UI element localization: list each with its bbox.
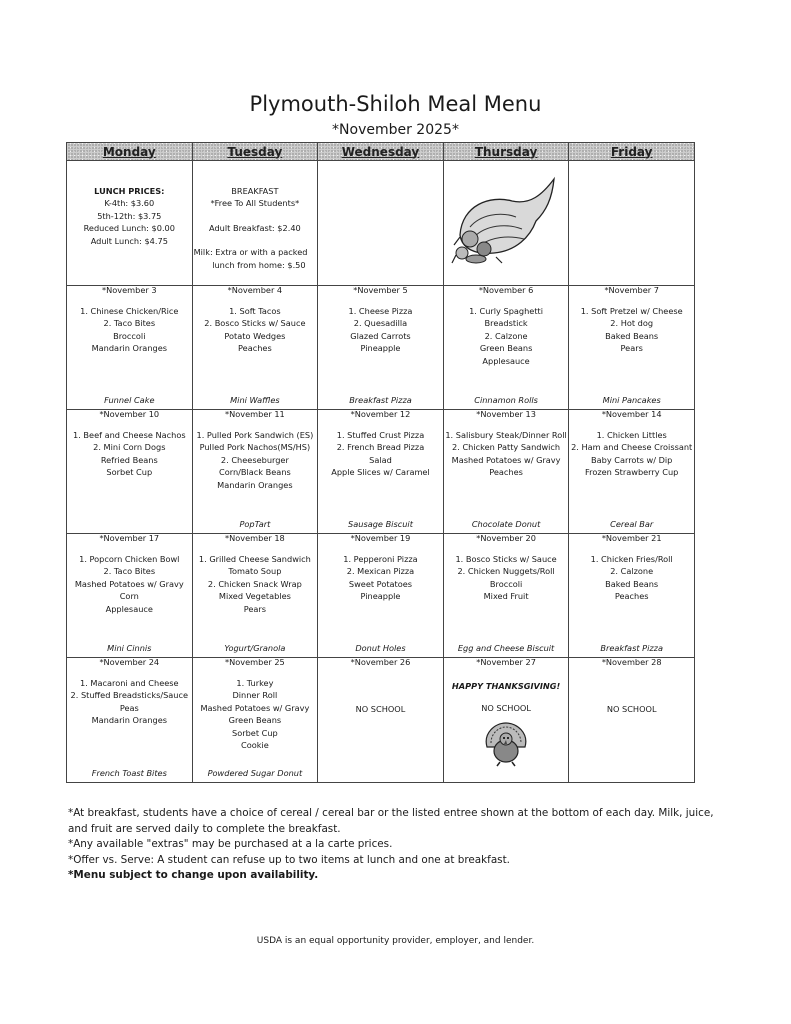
menu-item: 2. Mexican Pizza — [346, 566, 415, 577]
menu-item: Peaches — [238, 343, 272, 354]
menu-item: Frozen Strawberry Cup — [585, 467, 679, 478]
breakfast-entree: Mini Cinnis — [107, 642, 152, 653]
breakfast-entree: Powdered Sugar Donut — [207, 767, 303, 778]
day-cell — [318, 410, 444, 534]
menu-item: Peaches — [614, 591, 649, 602]
menu-item: Pears — [620, 343, 643, 354]
price-line: Adult Lunch: $4.75 — [90, 235, 168, 246]
usda-statement: USDA is an equal opportunity provider, employer, and lender. — [256, 936, 535, 946]
week-row — [67, 410, 695, 534]
menu-item: 1. Salisbury Steak/Dinner Roll — [445, 430, 567, 440]
menu-item: Mandarin Oranges — [217, 479, 293, 490]
day-date: *November 20 — [476, 533, 536, 543]
day-date: *November 7 — [604, 285, 659, 295]
footnotes — [68, 806, 718, 884]
menu-item: Mashed Potatoes w/ Gravy — [74, 578, 184, 589]
menu-item: Broccoli — [113, 330, 146, 341]
menu-item: 1. Bosco Sticks w/ Sauce — [455, 554, 557, 564]
day-cell — [192, 658, 318, 783]
day-cell — [192, 286, 318, 410]
menu-item: Glazed Carrots — [350, 330, 411, 341]
breakfast-entree: Funnel Cake — [104, 394, 155, 405]
day-cell — [318, 658, 444, 783]
breakfast-entree: Cereal Bar — [610, 518, 654, 529]
menu-item: 2. Chicken Snack Wrap — [207, 578, 302, 589]
month-subtitle: *November 2025* — [332, 122, 459, 138]
menu-item: Corn — [119, 591, 139, 602]
day-date: *November 10 — [99, 409, 160, 419]
day-date: *November 25 — [225, 657, 285, 667]
menu-item: Pulled Pork Nachos(MS/HS) — [199, 442, 311, 453]
day-date: *November 6 — [478, 285, 534, 295]
cornucopia-illustration — [450, 175, 562, 267]
day-date: *November 26 — [350, 657, 411, 667]
menu-item: Baked Beans — [605, 578, 659, 589]
day-header-friday: Friday — [569, 143, 695, 161]
menu-item: Mashed Potatoes w/ Gravy — [200, 702, 310, 713]
holiday-label: HAPPY THANKSGIVING! — [451, 681, 561, 691]
menu-item: 1. Soft Pretzel w/ Cheese — [580, 306, 683, 316]
menu-item: Refried Beans — [100, 454, 158, 465]
page-title: Plymouth-Shiloh Meal Menu — [249, 92, 542, 116]
menu-item: 1. Chicken Littles — [596, 430, 667, 440]
price-line: K-4th: $3.60 — [104, 198, 155, 209]
menu-item: 1. Cheese Pizza — [348, 306, 413, 316]
breakfast-entree: Egg and Cheese Biscuit — [457, 642, 555, 653]
milk-price-line-1: Milk: Extra or with a packed — [193, 247, 308, 258]
menu-item: 2. Stuffed Breadsticks/Sauce — [70, 690, 189, 701]
day-cell — [192, 534, 318, 658]
menu-item: 2. Bosco Sticks w/ Sauce — [204, 318, 306, 329]
day-cell — [569, 534, 695, 658]
breakfast-entree: Sausage Biscuit — [348, 518, 413, 529]
menu-item: 1. Turkey — [236, 678, 274, 688]
menu-item: 1. Macaroni and Cheese — [80, 678, 179, 688]
day-date: *November 12 — [350, 409, 411, 419]
day-header-monday: Monday — [67, 143, 193, 161]
menu-item: 1. Popcorn Chicken Bowl — [79, 554, 180, 564]
empty-cell — [569, 161, 695, 286]
footnote-extras: *Any available "extras" may be purchased at a la carte prices. — [68, 838, 393, 851]
menu-item: 2. Quesadilla — [353, 318, 408, 329]
breakfast-entree: Donut Holes — [355, 642, 406, 653]
day-cell — [569, 286, 695, 410]
breakfast-entree: Mini Waffles — [230, 394, 280, 405]
day-date: *November 3 — [102, 285, 157, 295]
day-date: *November 19 — [350, 533, 411, 543]
menu-item: Peaches — [489, 467, 523, 478]
menu-item: 2. Chicken Nuggets/Roll — [457, 566, 555, 577]
menu-item: Sweet Potatoes — [348, 578, 413, 589]
menu-item: 2. Taco Bites — [103, 566, 156, 577]
menu-item: Mashed Potatoes w/ Gravy — [451, 454, 561, 465]
menu-item: Peas — [119, 702, 139, 713]
day-header-wednesday: Wednesday — [318, 143, 444, 161]
menu-item: 1. Pepperoni Pizza — [343, 554, 418, 564]
day-date: *November 17 — [99, 533, 160, 543]
menu-item: 2. Calzone — [610, 566, 654, 577]
week-row — [67, 286, 695, 410]
breakfast-entree: Breakfast Pizza — [600, 642, 663, 653]
menu-item: Broccoli — [489, 578, 523, 589]
day-cell — [67, 286, 193, 410]
menu-item: Baked Beans — [605, 330, 659, 341]
menu-item: Green Beans — [479, 343, 533, 354]
day-header-tuesday: Tuesday — [192, 143, 318, 161]
menu-item: Pineapple — [360, 343, 401, 354]
no-school-label: NO SCHOOL — [481, 703, 531, 714]
menu-item: 2. Taco Bites — [103, 318, 156, 329]
menu-item: Mandarin Oranges — [91, 343, 168, 354]
price-line: Reduced Lunch: $0.00 — [83, 223, 175, 234]
day-date: *November 14 — [601, 409, 662, 419]
breakfast-heading: BREAKFAST — [231, 186, 279, 196]
menu-item: Potato Wedges — [224, 330, 286, 341]
menu-item: 1. Pulled Pork Sandwich (ES) — [196, 430, 314, 440]
menu-item: 1. Beef and Cheese Nachos — [73, 430, 186, 440]
day-cell — [67, 410, 193, 534]
breakfast-entree: Yogurt/Granola — [224, 642, 286, 653]
menu-item: Pineapple — [360, 591, 401, 602]
menu-item: 2. Cheeseburger — [220, 454, 289, 465]
menu-item: Pears — [243, 603, 267, 614]
cornucopia-cell — [443, 161, 569, 286]
footnote-subject-to-change: *Menu subject to change upon availability. — [68, 869, 319, 882]
menu-item: Green Beans — [228, 715, 282, 726]
day-cell — [443, 534, 569, 658]
footnote-breakfast: *At breakfast, students have a choice of cereal / cereal bar or the listed entree shown at the bottom of each day. Milk, juice, and fruit are served daily to complete the breakfast. — [68, 807, 714, 835]
menu-item: 1. Stuffed Crust Pizza — [336, 430, 425, 440]
price-line: 5th-12th: $3.75 — [97, 210, 162, 221]
day-date: *November 18 — [225, 533, 285, 543]
day-cell — [318, 286, 444, 410]
day-date: *November 5 — [353, 285, 408, 295]
menu-item: Corn/Black Beans — [219, 467, 291, 478]
day-date: *November 13 — [476, 409, 536, 419]
menu-item: 1. Chinese Chicken/Rice — [80, 306, 179, 316]
menu-item: Applesauce — [482, 355, 530, 366]
day-cell — [67, 534, 193, 658]
turkey-illustration — [481, 721, 531, 767]
menu-item: Baby Carrots w/ Dip — [591, 454, 673, 465]
menu-item: 1. Chicken Fries/Roll — [590, 554, 673, 564]
day-date: *November 4 — [227, 285, 283, 295]
menu-calendar — [66, 142, 695, 783]
menu-item: Tomato Soup — [228, 566, 282, 577]
day-cell — [192, 410, 318, 534]
day-date: *November 11 — [225, 409, 285, 419]
day-cell — [443, 658, 569, 783]
menu-item: Dinner Roll — [232, 690, 278, 701]
menu-item: Cookie — [240, 740, 269, 751]
menu-item: Mixed Vegetables — [218, 591, 291, 602]
menu-item: 2. Calzone — [484, 330, 528, 341]
day-cell — [443, 286, 569, 410]
menu-item: Mixed Fruit — [483, 591, 529, 602]
day-date: *November 24 — [99, 657, 160, 667]
day-cell — [67, 658, 193, 783]
day-cell — [318, 534, 444, 658]
week-row — [67, 534, 695, 658]
day-date: *November 27 — [476, 657, 536, 667]
lunch-prices-heading: LUNCH PRICES: — [94, 186, 165, 196]
breakfast-entree: Chocolate Donut — [471, 518, 541, 529]
menu-item: Mandarin Oranges — [91, 715, 168, 726]
info-row — [67, 161, 695, 286]
menu-item: Breadstick — [484, 318, 528, 329]
menu-item: 2. Chicken Patty Sandwich — [452, 442, 561, 453]
menu-item: 1. Grilled Cheese Sandwich — [198, 554, 311, 564]
menu-item: 2. French Bread Pizza — [336, 442, 425, 453]
no-school-label: NO SCHOOL — [355, 704, 406, 714]
menu-item: 1. Soft Tacos — [229, 306, 281, 316]
day-header-thursday: Thursday — [443, 143, 569, 161]
breakfast-entree: Cinnamon Rolls — [474, 394, 538, 405]
milk-price-line-2: lunch from home: $.50 — [212, 259, 306, 270]
empty-cell — [318, 161, 444, 286]
menu-item: Sorbet Cup — [106, 467, 153, 478]
breakfast-entree: PopTart — [239, 518, 271, 529]
menu-item: Applesauce — [105, 603, 153, 614]
no-school-label: NO SCHOOL — [606, 704, 657, 714]
menu-item: 2. Ham and Cheese Croissant — [571, 442, 693, 453]
menu-item: Salad — [369, 454, 392, 465]
menu-item: Apple Slices w/ Caramel — [331, 467, 430, 478]
day-header-row — [67, 143, 695, 161]
day-cell — [569, 658, 695, 783]
day-cell — [443, 410, 569, 534]
breakfast-free-note: *Free To All Students* — [210, 198, 300, 209]
breakfast-entree: French Toast Bites — [91, 767, 167, 778]
breakfast-entree: Mini Pancakes — [602, 394, 661, 405]
menu-item: 2. Hot dog — [610, 318, 654, 329]
menu-item: 1. Curly Spaghetti — [469, 306, 544, 316]
menu-item: 2. Mini Corn Dogs — [93, 442, 166, 453]
breakfast-entree: Breakfast Pizza — [349, 394, 412, 405]
footnote-offer-vs-serve: *Offer vs. Serve: A student can refuse up to two items at lunch and one at breakfast. — [68, 853, 510, 866]
day-date: *November 21 — [601, 533, 662, 543]
menu-item: Sorbet Cup — [232, 727, 278, 738]
lunch-prices-cell — [67, 161, 193, 286]
adult-breakfast-price: Adult Breakfast: $2.40 — [209, 222, 301, 233]
day-cell — [569, 410, 695, 534]
breakfast-info-cell — [192, 161, 318, 286]
day-date: *November 28 — [601, 657, 662, 667]
week-row — [67, 658, 695, 783]
